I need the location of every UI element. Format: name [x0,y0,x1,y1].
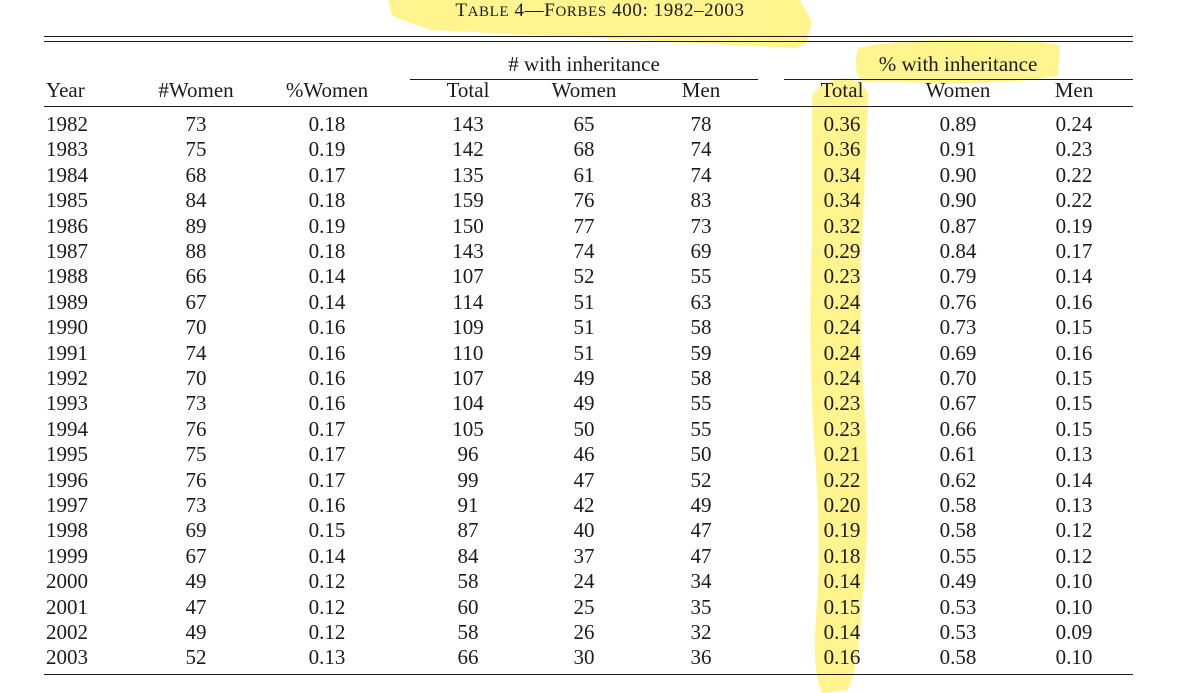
table-cell: 67 [185,543,207,568]
table-cell: 0.16 [308,391,346,416]
table-cell: 63 [690,289,712,314]
table-cell: 0.90 [939,188,977,213]
table-cell: 32 [690,620,712,644]
table-cell: 0.15 [1055,366,1093,390]
table-cell: 0.12 [1055,543,1093,568]
table-cell: 74 [573,239,595,263]
table-cell: 84 [185,188,207,213]
row-year-cell: 1998 [46,518,88,543]
table-cell: 0.84 [939,239,977,263]
table-cell: 0.67 [939,391,977,416]
table-cell: 0.16 [823,645,861,670]
row-year-cell: 1988 [46,264,88,289]
table-cell: 24 [573,569,595,594]
group-header-inheritance-count: # with inheritance [508,52,660,76]
table-cell: 0.14 [308,543,346,568]
table-cell: 0.19 [823,518,861,543]
table-cell: 0.61 [939,442,977,467]
title-text: ABLE [467,4,510,20]
table-cell: 0.16 [308,315,346,340]
table-cell: 0.14 [823,569,861,594]
table-cell: 35 [690,594,712,619]
row-year-cell: 2002 [46,620,88,644]
table-cell: 42 [573,493,595,517]
row-year-cell: 1995 [46,442,88,467]
table-cell: 77 [573,213,595,238]
table-cell: 0.15 [1055,391,1093,416]
table-cell: 74 [185,340,207,365]
table-cell: 78 [690,112,712,136]
table-cell: 76 [573,188,595,213]
table-cell: 0.19 [308,213,346,238]
table-cell: 0.55 [939,543,977,568]
table-cell: 0.15 [1055,315,1093,340]
table-cell: 58 [457,620,479,644]
table-cell: 0.19 [308,137,346,162]
table-cell: 0.15 [1055,416,1093,441]
row-year-cell: 1986 [46,213,88,238]
table-cell: 49 [690,493,712,517]
table-cell: 0.24 [823,366,861,390]
row-year-cell: 1985 [46,188,88,213]
title-text: 400: 1982–2003 [606,0,745,21]
table-cell: 0.16 [308,366,346,390]
table-cell: 0.10 [1055,645,1093,670]
table-cell: 0.18 [308,239,346,263]
table-cell: 76 [185,416,207,441]
table-cell: 0.58 [939,518,977,543]
table-cell: 47 [690,518,712,543]
table-cell: 0.66 [939,416,977,441]
table-cell: 0.90 [939,162,977,187]
table-cell: 26 [573,620,595,644]
column-header: Year [46,78,85,102]
table-cell: 0.49 [939,569,977,594]
table-cell: 66 [185,264,207,289]
table-cell: 75 [185,442,207,467]
row-year-cell: 1997 [46,493,88,517]
table-cell: 0.18 [308,112,346,136]
table-cell: 0.14 [823,620,861,644]
table-cell: 25 [573,594,595,619]
group-header-inheritance-percent: % with inheritance [878,52,1038,76]
table-cell: 0.23 [1055,137,1093,162]
table-cell: 0.23 [823,391,861,416]
table-cell: 51 [573,340,595,365]
table-cell: 0.36 [823,137,861,162]
table-cell: 0.13 [1055,442,1093,467]
table-cell: 0.16 [308,340,346,365]
table-cell: 51 [573,315,595,340]
row-year-cell: 2003 [46,645,88,670]
table-cell: 0.12 [308,569,346,594]
row-year-cell: 1983 [46,137,88,162]
title-text: T [455,0,468,21]
table-cell: 0.32 [823,213,861,238]
table-cell: 0.34 [823,162,861,187]
table-cell: 0.17 [308,467,346,492]
table-cell: 107 [452,264,484,289]
table-cell: 0.12 [308,594,346,619]
table-cell: 83 [690,188,712,213]
table-cell: 73 [690,213,712,238]
table-cell: 0.23 [823,264,861,289]
table-cell: 0.22 [823,467,861,492]
table-cell: 0.58 [939,493,977,517]
table-cell: 40 [573,518,595,543]
table-cell: 0.29 [823,239,861,263]
row-year-cell: 1996 [46,467,88,492]
table-cell: 0.91 [939,137,977,162]
table-cell: 0.15 [823,594,861,619]
table-cell: 0.17 [1055,239,1093,263]
column-header: %Women [285,78,369,102]
table-cell: 0.12 [308,620,346,644]
table-cell: 0.58 [939,645,977,670]
table-cell: 143 [452,239,484,263]
row-year-cell: 1991 [46,340,88,365]
column-header: Women [551,78,617,102]
table-cell: 69 [690,239,712,263]
table-cell: 50 [573,416,595,441]
table-cell: 67 [185,289,207,314]
table-cell: 0.17 [308,442,346,467]
table-cell: 0.21 [823,442,861,467]
row-year-cell: 1993 [46,391,88,416]
table-cell: 74 [690,162,712,187]
column-header: Total [820,78,864,102]
table-cell: 0.79 [939,264,977,289]
row-year-cell: 1987 [46,239,88,263]
table-cell: 70 [185,315,207,340]
table-cell: 0.62 [939,467,977,492]
table-cell: 0.22 [1055,162,1093,187]
table-cell: 46 [573,442,595,467]
table-cell: 51 [573,289,595,314]
table-cell: 66 [457,645,479,670]
table-cell: 0.14 [308,289,346,314]
table-cell: 114 [452,289,484,314]
table-cell: 0.14 [308,264,346,289]
row-year-cell: 1992 [46,366,88,390]
table-cell: 109 [452,315,484,340]
table-cell: 91 [457,493,479,517]
table-cell: 0.16 [1055,289,1093,314]
table-title [0,0,1200,23]
table-cell: 0.16 [308,493,346,517]
table-cell: 58 [457,569,479,594]
top-rule [44,36,1133,37]
table-cell: 0.89 [939,112,977,136]
table-cell: 52 [573,264,595,289]
table-cell: 159 [452,188,484,213]
table-cell: 0.53 [939,620,977,644]
row-year-cell: 1990 [46,315,88,340]
table-cell: 105 [452,416,484,441]
table-cell: 0.18 [823,543,861,568]
table-cell: 49 [573,366,595,390]
table-cell: 104 [452,391,484,416]
table-cell: 55 [690,264,712,289]
row-year-cell: 1994 [46,416,88,441]
table-cell: 0.87 [939,213,977,238]
row-year-cell: 1982 [46,112,88,136]
table-cell: 47 [690,543,712,568]
table-cell: 0.15 [308,518,346,543]
table-cell: 0.22 [1055,188,1093,213]
title-text: F [544,0,556,21]
table-cell: 135 [452,162,484,187]
table-cell: 70 [185,366,207,390]
table-cell: 58 [690,315,712,340]
table-cell: 73 [185,493,207,517]
table-cell: 0.69 [939,340,977,365]
table-cell: 87 [457,518,479,543]
table-cell: 68 [573,137,595,162]
table-cell: 84 [457,543,479,568]
title-text: 4— [509,0,545,21]
table-cell: 47 [185,594,207,619]
table-cell: 0.24 [823,315,861,340]
table-cell: 0.70 [939,366,977,390]
table-cell: 36 [690,645,712,670]
column-header: Men [681,78,721,102]
table-cell: 52 [185,645,207,670]
table-cell: 73 [185,112,207,136]
table-cell: 0.10 [1055,569,1093,594]
table-cell: 59 [690,340,712,365]
table-cell: 0.13 [1055,493,1093,517]
table-cell: 37 [573,543,595,568]
table-cell: 49 [185,620,207,644]
table-cell: 0.10 [1055,594,1093,619]
table-cell: 73 [185,391,207,416]
table-cell: 0.17 [308,162,346,187]
table-cell: 0.76 [939,289,977,314]
header-rule [44,106,1133,107]
column-header: Women [925,78,991,102]
table-cell: 142 [452,137,484,162]
table-cell: 55 [690,416,712,441]
row-year-cell: 1999 [46,543,88,568]
table-cell: 74 [690,137,712,162]
table-cell: 0.34 [823,188,861,213]
table-cell: 96 [457,442,479,467]
table-cell: 68 [185,162,207,187]
table-cell: 52 [690,467,712,492]
table-cell: 75 [185,137,207,162]
table-cell: 0.13 [308,645,346,670]
table-cell: 61 [573,162,595,187]
table-cell: 58 [690,366,712,390]
table-cell: 110 [452,340,484,365]
row-year-cell: 1989 [46,289,88,314]
table-cell: 0.14 [1055,467,1093,492]
table-cell: 0.20 [823,493,861,517]
column-header: Men [1054,78,1094,102]
table-cell: 0.19 [1055,213,1093,238]
row-year-cell: 2000 [46,569,88,594]
table-cell: 0.09 [1055,620,1093,644]
table-cell: 34 [690,569,712,594]
table-cell: 50 [690,442,712,467]
table-cell: 30 [573,645,595,670]
table-cell: 150 [452,213,484,238]
row-year-cell: 2001 [46,594,88,619]
table-cell: 0.36 [823,112,861,136]
table-cell: 60 [457,594,479,619]
table-cell: 0.24 [823,289,861,314]
table-cell: 0.24 [823,340,861,365]
table-cell: 55 [690,391,712,416]
table-cell: 0.23 [823,416,861,441]
row-year-cell: 1984 [46,162,88,187]
table-cell: 0.18 [308,188,346,213]
table-cell: 49 [573,391,595,416]
table-cell: 0.17 [308,416,346,441]
table-cell: 49 [185,569,207,594]
table-cell: 0.73 [939,315,977,340]
table-cell: 76 [185,467,207,492]
table-cell: 0.24 [1055,112,1093,136]
column-header: #Women [158,78,234,102]
top-rule [44,41,1133,42]
column-header: Total [446,78,490,102]
table-cell: 0.53 [939,594,977,619]
table-cell: 99 [457,467,479,492]
bottom-rule [44,674,1133,675]
table-cell: 89 [185,213,207,238]
table-cell: 47 [573,467,595,492]
table-cell: 0.16 [1055,340,1093,365]
table-cell: 88 [185,239,207,263]
table-cell: 69 [185,518,207,543]
table-cell: 65 [573,112,595,136]
table-cell: 0.12 [1055,518,1093,543]
title-text: ORBES [555,4,607,20]
table-cell: 0.14 [1055,264,1093,289]
table-cell: 107 [452,366,484,390]
table-cell: 143 [452,112,484,136]
cropped-text-line [60,686,1140,693]
